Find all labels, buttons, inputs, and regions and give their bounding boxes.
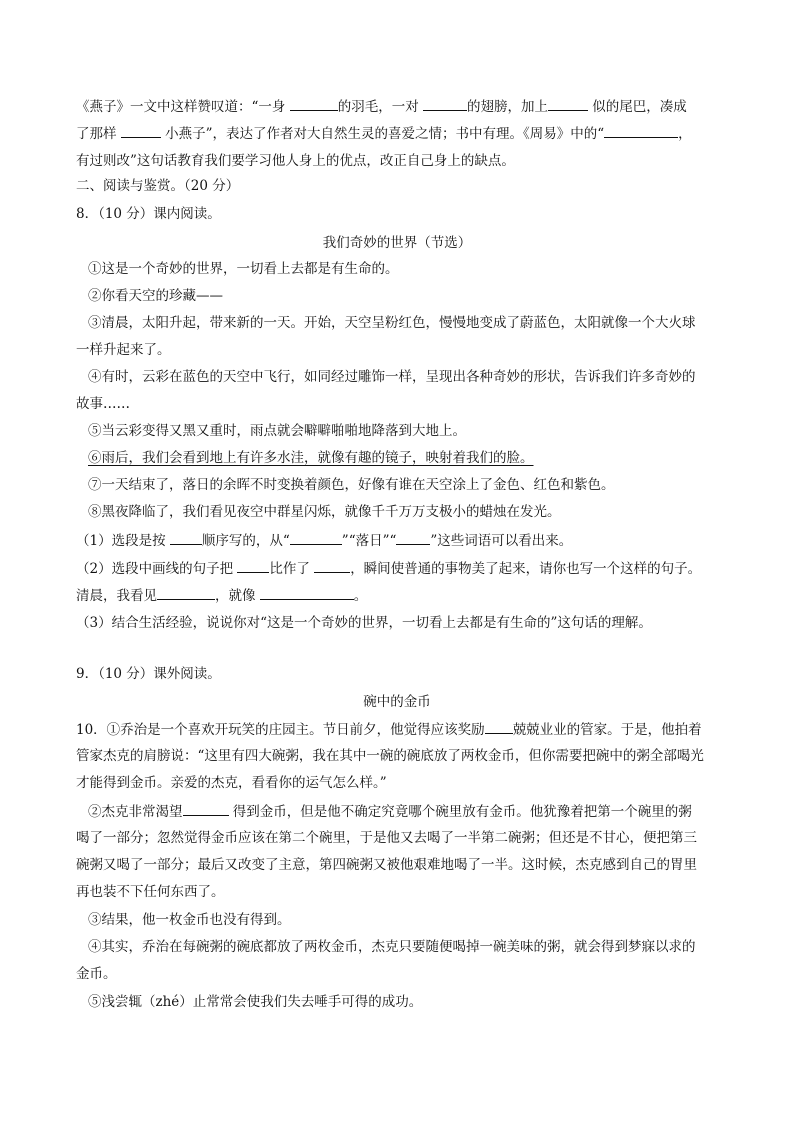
paragraph-1: ①这是一个奇妙的世界，一切看上去都是有生命的。 [88, 261, 399, 277]
paragraph-3: ③清晨，太阳升起，带来新的一天。开始，天空呈粉红色，慢慢地变成了蔚蓝色，太阳就像一个大火球 [88, 315, 696, 331]
answer-blank[interactable] [314, 558, 350, 573]
answer-blank[interactable] [237, 558, 269, 573]
answer-blank[interactable] [183, 801, 229, 816]
answer-blank[interactable] [290, 530, 342, 545]
answer-blank[interactable] [485, 719, 513, 734]
subquestion-2 [76, 558, 736, 579]
text: 得到金币，但是他不确定究竟哪个碗里放有金币。他犹豫着把第一个碗里的粥 [228, 804, 692, 820]
text: 清晨，我看见 [76, 588, 157, 604]
text: 顺序写的，从“ [201, 533, 290, 549]
passage-title-2: 碗中的金币 [363, 694, 431, 710]
paragraph-3-cont: 一样升起来了。 [76, 342, 171, 358]
answer-blank[interactable] [121, 123, 161, 138]
answer-blank[interactable] [548, 96, 588, 111]
paragraph-7: ⑦一天结束了，落日的余晖不时变换着颜色，好像有谁在天空涂上了金色、红色和紫色。 [88, 477, 615, 493]
paragraph-4: ④有时，云彩在蓝色的天空中飞行，如同经过雕饰一样，呈现出各种奇妙的形状，告诉我们许多奇妙的 [88, 369, 696, 385]
q10-line-4 [88, 801, 748, 822]
answer-blank[interactable] [604, 123, 678, 138]
question-8-heading: 8．（10 分）课内阅读。 [76, 206, 221, 222]
q10-line-9: ④其实，乔治在每碗粥的碗底都放了两枚金币，杰克只要随便喝掉一碗美味的粥，就会得到梦寐以求的 [88, 939, 696, 955]
text: ， [678, 126, 692, 142]
q10-line-1 [76, 719, 736, 740]
text: ②杰克非常渴望 [88, 804, 183, 820]
answer-blank[interactable] [396, 530, 430, 545]
passage-title: 我们奇妙的世界（节选） [322, 235, 472, 251]
answer-blank[interactable] [290, 96, 338, 111]
q10-line-6: 碗粥又喝了一部分；最后又改变了主意，第四碗粥又被他艰难地喝了一半。这时候，杰克感到自己的胃里 [76, 857, 697, 873]
text: ，就像 [215, 588, 260, 604]
question-9-heading: 9．（10 分）课外阅读。 [76, 666, 221, 682]
answer-blank[interactable] [170, 530, 202, 545]
text: 10．①乔治是一个喜欢开玩笑的庄园主。节日前夕，他觉得应该奖励 [76, 722, 485, 738]
answer-blank[interactable] [260, 585, 354, 600]
q10-line-10: 金币。 [76, 966, 117, 982]
q10-line-5: 喝了一部分；忽然觉得金币应该在第二个碗里，于是他又去喝了一半第二碗粥；但还是不甘心，便把第三 [76, 830, 697, 846]
paragraph-2: ②你看天空的珍藏—— [88, 288, 223, 304]
paragraph-8: ⑧黑夜降临了，我们看见夜空中群星闪烁，就像千千万万支极小的蜡烛在发光。 [88, 504, 561, 520]
text: ”这些词语可以看出来。 [430, 533, 573, 549]
text: 的羽毛，一对 [337, 99, 423, 115]
text: 似的尾巴，凑成 [588, 99, 687, 115]
text: 比作了 [269, 561, 315, 577]
q10-line-8: ③结果，他一枚金币也没有得到。 [88, 912, 291, 928]
q10-line-3: 才能得到金币。亲爱的杰克，看看你的运气怎么样。” [76, 775, 387, 791]
answer-blank[interactable] [157, 585, 215, 600]
text: 《燕子》一文中这样赞叹道：“一身 [76, 99, 290, 115]
text: ，瞬间使普通的事物美了起来，请你也写一个这样的句子。 [350, 561, 702, 577]
q10-line-11: ⑤浅尝辄（zhé）止常常会使我们失去唾手可得的成功。 [88, 994, 423, 1010]
intro-line-3: 有过则改”这句话教育我们要学习他人身上的优点，改正自己身上的缺点。 [76, 153, 515, 169]
text: 兢兢业业的管家。于是，他拍着 [512, 722, 702, 738]
q10-line-7: 再也装不下任何东西了。 [76, 884, 225, 900]
paragraph-6-underlined: ⑥雨后，我们会看到地上有许多水洼，就像有趣的镜子，映射着我们的脸。 [88, 450, 534, 466]
subquestion-3: （3）结合生活经验，说说你对“这是一个奇妙的世界，一切看上去都是有生命的”这句话的理解。 [76, 615, 652, 631]
text: 小燕子”，表达了作者对大自然生灵的喜爱之情；书中有理。《周易》中的“ [160, 126, 605, 142]
text: ”“落日”“ [341, 533, 397, 549]
section-heading: 二、阅读与鉴赏。（20 分） [76, 178, 240, 194]
intro-line-2 [76, 123, 736, 144]
text: 。 [353, 588, 368, 604]
q10-line-2: 管家杰克的肩膀说：“这里有四大碗粥，我在其中一碗的碗底放了两枚金币，但你需要把碗中的粥全部喝光 [76, 748, 704, 764]
intro-line-1 [76, 96, 736, 117]
text: 的翅膀，加上 [467, 99, 548, 115]
text: （2）选段中画线的句子把 [76, 561, 238, 577]
answer-blank[interactable] [423, 96, 467, 111]
text: 了那样 [76, 126, 121, 142]
paragraph-4-cont: 故事…… [76, 396, 130, 412]
subquestion-1 [76, 530, 736, 551]
text: （1）选段是按 [76, 533, 170, 549]
subquestion-2-line-2 [76, 585, 736, 606]
paragraph-5: ⑤当云彩变得又黑又重时，雨点就会噼噼啪啪地降落到大地上。 [88, 423, 466, 439]
